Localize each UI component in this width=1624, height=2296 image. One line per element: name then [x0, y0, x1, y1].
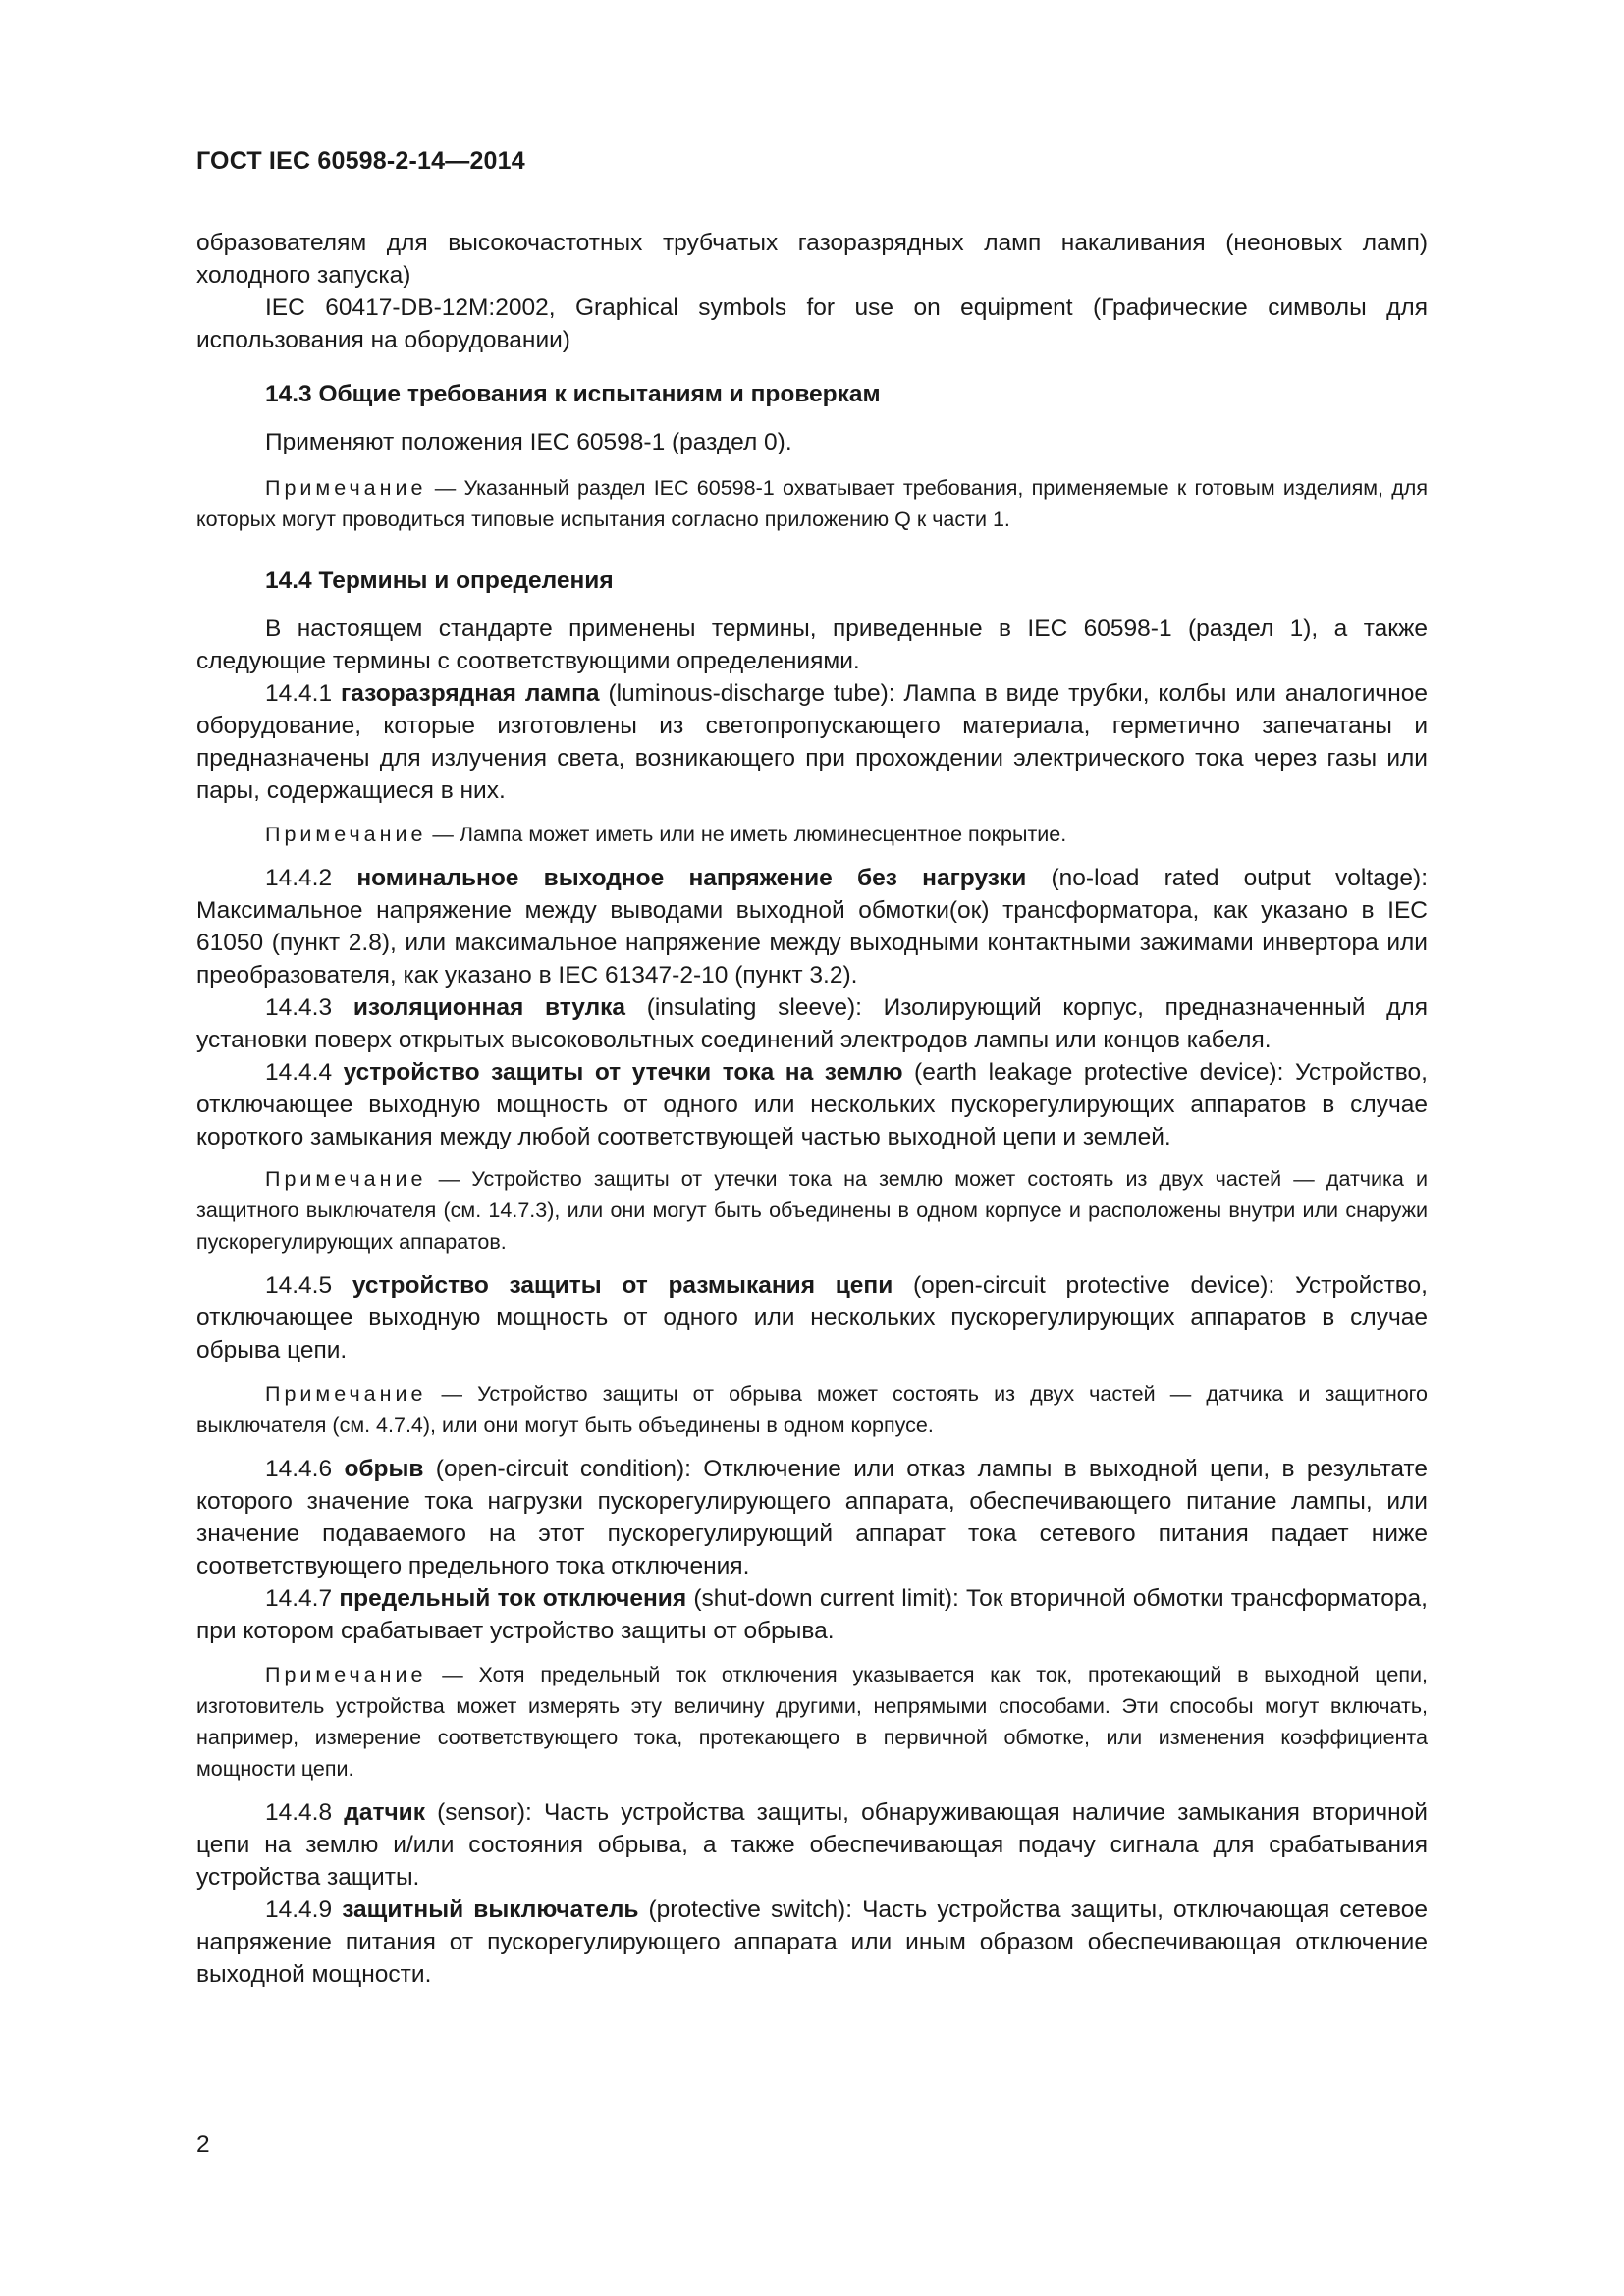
term-number: 14.4.3: [265, 994, 353, 1021]
term-14-4-2: [196, 862, 1428, 991]
note-label: Примечание: [265, 1167, 427, 1191]
term-number: 14.4.1: [265, 680, 341, 707]
note-text: — Хотя предельный ток отключения указывается как ток, протекающий в выходной цепи, изготовитель устройства может измерять эту величину другими, непрямыми способами. Эти способы могут включать, например, измерение соответствующего тока, протекающего в первичной обмотке, или изменения коэффициента мощности цепи.: [196, 1663, 1428, 1781]
term-name: газоразрядная лампа: [341, 680, 600, 707]
note-text: — Устройство защиты от обрыва может состоять из двух частей — датчика и защитного выключателя (см. 4.7.4), или они могут быть объединены в одном корпусе.: [196, 1382, 1428, 1437]
term-name: обрыв: [344, 1456, 424, 1482]
note-14-4-5: [196, 1378, 1428, 1441]
paragraph-continuation: образователям для высокочастотных трубчатых газоразрядных ламп накаливания (неоновых ламп) холодного запуска): [196, 230, 1428, 289]
term-definition: (insulating sleeve): Изолирующий корпус, предназначенный для установки поверх открытых высоковольтных соединений электродов лампы или концов кабеля.: [196, 994, 1428, 1053]
term-name: предельный ток отключения: [339, 1585, 687, 1612]
page-number: 2: [196, 2131, 210, 2158]
term-14-4-5: [196, 1269, 1428, 1366]
term-definition: (open-circuit protective device): Устройство, отключающее выходную мощность от одного или нескольких пускорегулирующих аппаратов в случае обрыва цепи.: [196, 1272, 1428, 1363]
term-definition: (open-circuit condition): Отключение или отказ лампы в выходной цепи, в результате которого значение тока нагрузки пускорегулирующего аппарата, обеспечивающего питание лампы, или значение подаваемого на этот пускорегулирующий аппарат тока сетевого питания падает ниже соответствующего предельного тока отключения.: [196, 1456, 1428, 1579]
term-number: 14.4.5: [265, 1272, 352, 1299]
term-number: 14.4.6: [265, 1456, 345, 1482]
term-name: номинальное выходное напряжение без нагрузки: [356, 865, 1027, 891]
term-definition: (luminous-discharge tube): Лампа в виде трубки, колбы или аналогичное оборудование, которые изготовлены из светопропускающего материала, герметично запечатаны и предназначены для излучения света, возникающего при прохождении электрического тока через газы или пары, содержащиеся в них.: [196, 680, 1428, 804]
note-label: Примечание: [265, 823, 427, 846]
term-name: устройство защиты от утечки тока на землю: [343, 1059, 903, 1086]
term-name: защитный выключатель: [342, 1896, 639, 1923]
note-14-4-1: [196, 819, 1428, 850]
term-definition: (earth leakage protective device): Устройство, отключающее выходную мощность от одного или нескольких пускорегулирующих аппаратов в случае короткого замыкания между любой соответствующей частью выходной цепи и землей.: [196, 1059, 1428, 1150]
paragraph-14-3: Применяют положения IEC 60598-1 (раздел 0).: [265, 429, 792, 455]
term-number: 14.4.8: [265, 1799, 345, 1826]
term-number: 14.4.2: [265, 865, 357, 891]
note-text: — Указанный раздел IEC 60598-1 охватывает требования, применяемые к готовым изделиям, для которых могут проводиться типовые испытания согласно приложению Q к части 1.: [196, 476, 1428, 531]
term-definition: (protective switch): Часть устройства защиты, отключающая сетевое напряжение питания от пускорегулирующего аппарата или иным образом обеспечивающая отключение выходной мощности.: [196, 1896, 1428, 1988]
term-14-4-8: [196, 1796, 1428, 1894]
term-number: 14.4.4: [265, 1059, 344, 1086]
term-definition: (shut-down current limit): Ток вторичной обмотки трансформатора, при котором срабатывает устройство защиты от обрыва.: [196, 1585, 1428, 1644]
note-label: Примечание: [265, 1663, 427, 1686]
term-14-4-9: [196, 1894, 1428, 1991]
note-14-4-4: [196, 1163, 1428, 1257]
document-header: ГОСТ IEC 60598-2-14—2014: [196, 147, 525, 175]
note-text: — Лампа может иметь или не иметь люминесцентное покрытие.: [426, 823, 1067, 846]
term-14-4-4: [196, 1056, 1428, 1153]
note-label: Примечание: [265, 1382, 427, 1406]
term-definition: (no-load rated output voltage): Максимальное напряжение между выводами выходной обмотки(ок) трансформатора, как указано в IEC 61050 (пункт 2.8), или максимальное напряжение между выходными контактными зажимами инвертора или преобразователя, как указано в IEC 61347-2-10 (пункт 3.2).: [196, 865, 1428, 988]
document-page: [196, 147, 1428, 1991]
term-definition: (sensor): Часть устройства защиты, обнаруживающая наличие замыкания вторичной цепи на землю и/или состояния обрыва, а также обеспечивающая подачу сигнала для срабатывания устройства защиты.: [196, 1799, 1428, 1891]
term-name: устройство защиты от размыкания цепи: [352, 1272, 893, 1299]
term-14-4-1: [196, 677, 1428, 807]
term-14-4-7: [196, 1582, 1428, 1647]
paragraph-iec60417: IEC 60417-DB-12M:2002, Graphical symbols for use on equipment (Графические символы для использования на оборудовании): [196, 294, 1428, 353]
note-14-4-7: [196, 1659, 1428, 1785]
term-14-4-6: [196, 1453, 1428, 1582]
paragraph-14-4: В настоящем стандарте применены термины, приведенные в IEC 60598-1 (раздел 1), а также следующие термины с соответствующими определениями.: [196, 615, 1428, 674]
note-14-3: [196, 472, 1428, 535]
term-14-4-3: [196, 991, 1428, 1056]
section-heading-14-3: 14.3 Общие требования к испытаниям и проверкам: [265, 381, 881, 407]
section-heading-14-4: 14.4 Термины и определения: [265, 567, 614, 594]
term-name: изоляционная втулка: [352, 994, 626, 1021]
term-name: датчик: [344, 1799, 425, 1826]
term-number: 14.4.9: [265, 1896, 343, 1923]
term-number: 14.4.7: [265, 1585, 340, 1612]
note-label: Примечание: [265, 476, 427, 500]
note-text: — Устройство защиты от утечки тока на землю может состоять из двух частей — датчика и защитного выключателя (см. 14.7.3), или они могут быть объединены в одном корпусе и расположены внутри или снаружи пускорегулирующих аппаратов.: [196, 1167, 1428, 1254]
